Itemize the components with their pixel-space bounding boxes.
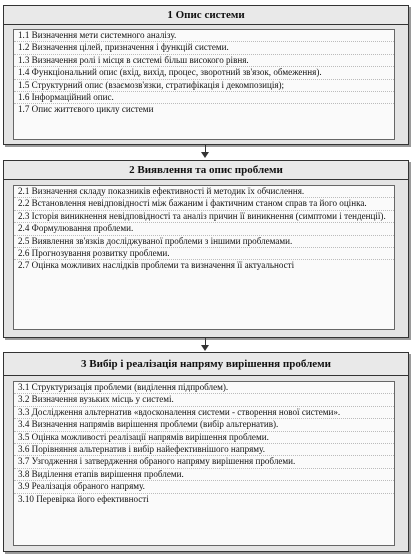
stage-1-items [13,29,395,140]
list-item: 1.5 Структурний опис (взаємозв'язки, стратифікація і декомпозиція); [14,80,394,92]
list-item: 1.6 Інформаційний опис. [14,92,394,104]
stage-1-block [3,5,409,145]
list-item: 3.4 Визначення напрямів вирішення проблеми (вибір альтернатив). [14,419,394,431]
list-item: 1.4 Функціональний опис (вхід, вихід, процес, зворотний зв'язок, обмеження). [14,67,394,79]
connector-line [205,338,206,345]
list-item: 3.5 Оцінка можливості реалізації напрямів вирішення проблеми. [14,432,394,444]
stage-2-title: 2 Виявлення та опис проблеми [4,161,408,180]
list-item: 2.7 Оцінка можливих наслідків проблеми та визначення її актуальності [18,260,295,271]
down-arrow-icon [201,152,209,158]
stage-2-block [3,160,409,338]
list-item: 3.3 Дослідження альтернатив «вдосконалення системи - створення нової системи». [14,407,394,419]
stage-1-title: 1 Опис системи [4,6,408,25]
list-item: 1.1 Визначення мети системного аналізу. [14,30,394,42]
stage-3-block [3,352,409,552]
list-item: 2.5 Виявлення зв'язків досліджуваної проблеми з іншими проблемами. [14,236,394,248]
list-item: 3.8 Виділення етапів вирішення проблеми. [14,469,394,481]
list-item: 1.2 Визначення цілей, призначення і функцій системи. [14,42,394,54]
stage-3-items [13,381,395,546]
list-item: 3.7 Узгодження і затвердження обраного напряму вирішення проблеми. [14,456,394,468]
connector-line [205,145,206,152]
list-item: 1.3 Визначення ролі і місця в системі більш високого рівня. [14,55,394,67]
list-item: 3.1 Структуризація проблеми (виділення підпроблем). [14,382,394,394]
list-item: 2.2 Встановлення невідповідності між бажаним і фактичним станом справ та його оцінка. [14,198,394,210]
stage-3-title: 3 Вибір і реалізація напряму вирішення проблеми [4,353,408,376]
list-item: 2.4 Формулювання проблеми. [14,223,394,235]
list-item: 3.6 Порівняння альтернатив і вибір найефективнішого напряму. [14,444,394,456]
list-item: 3.2 Визначення вузьких місць у системі. [14,394,394,406]
list-item: 2.1 Визначення складу показників ефективності й методик їх обчислення. [14,186,394,198]
list-item: 3.10 Перевірка його ефективності [18,493,149,504]
list-item: 2.3 Історія виникнення невідповідності та аналіз причин її виникнення (симптоми і тенденції). [14,211,394,223]
list-item: 2.6 Прогнозування розвитку проблеми. [14,248,394,260]
down-arrow-icon [201,345,209,351]
list-item: 1.7 Опис життєвого циклу системи [18,104,154,115]
list-item: 3.9 Реалізація обраного напряму. [14,481,394,493]
stage-2-items [13,185,395,330]
